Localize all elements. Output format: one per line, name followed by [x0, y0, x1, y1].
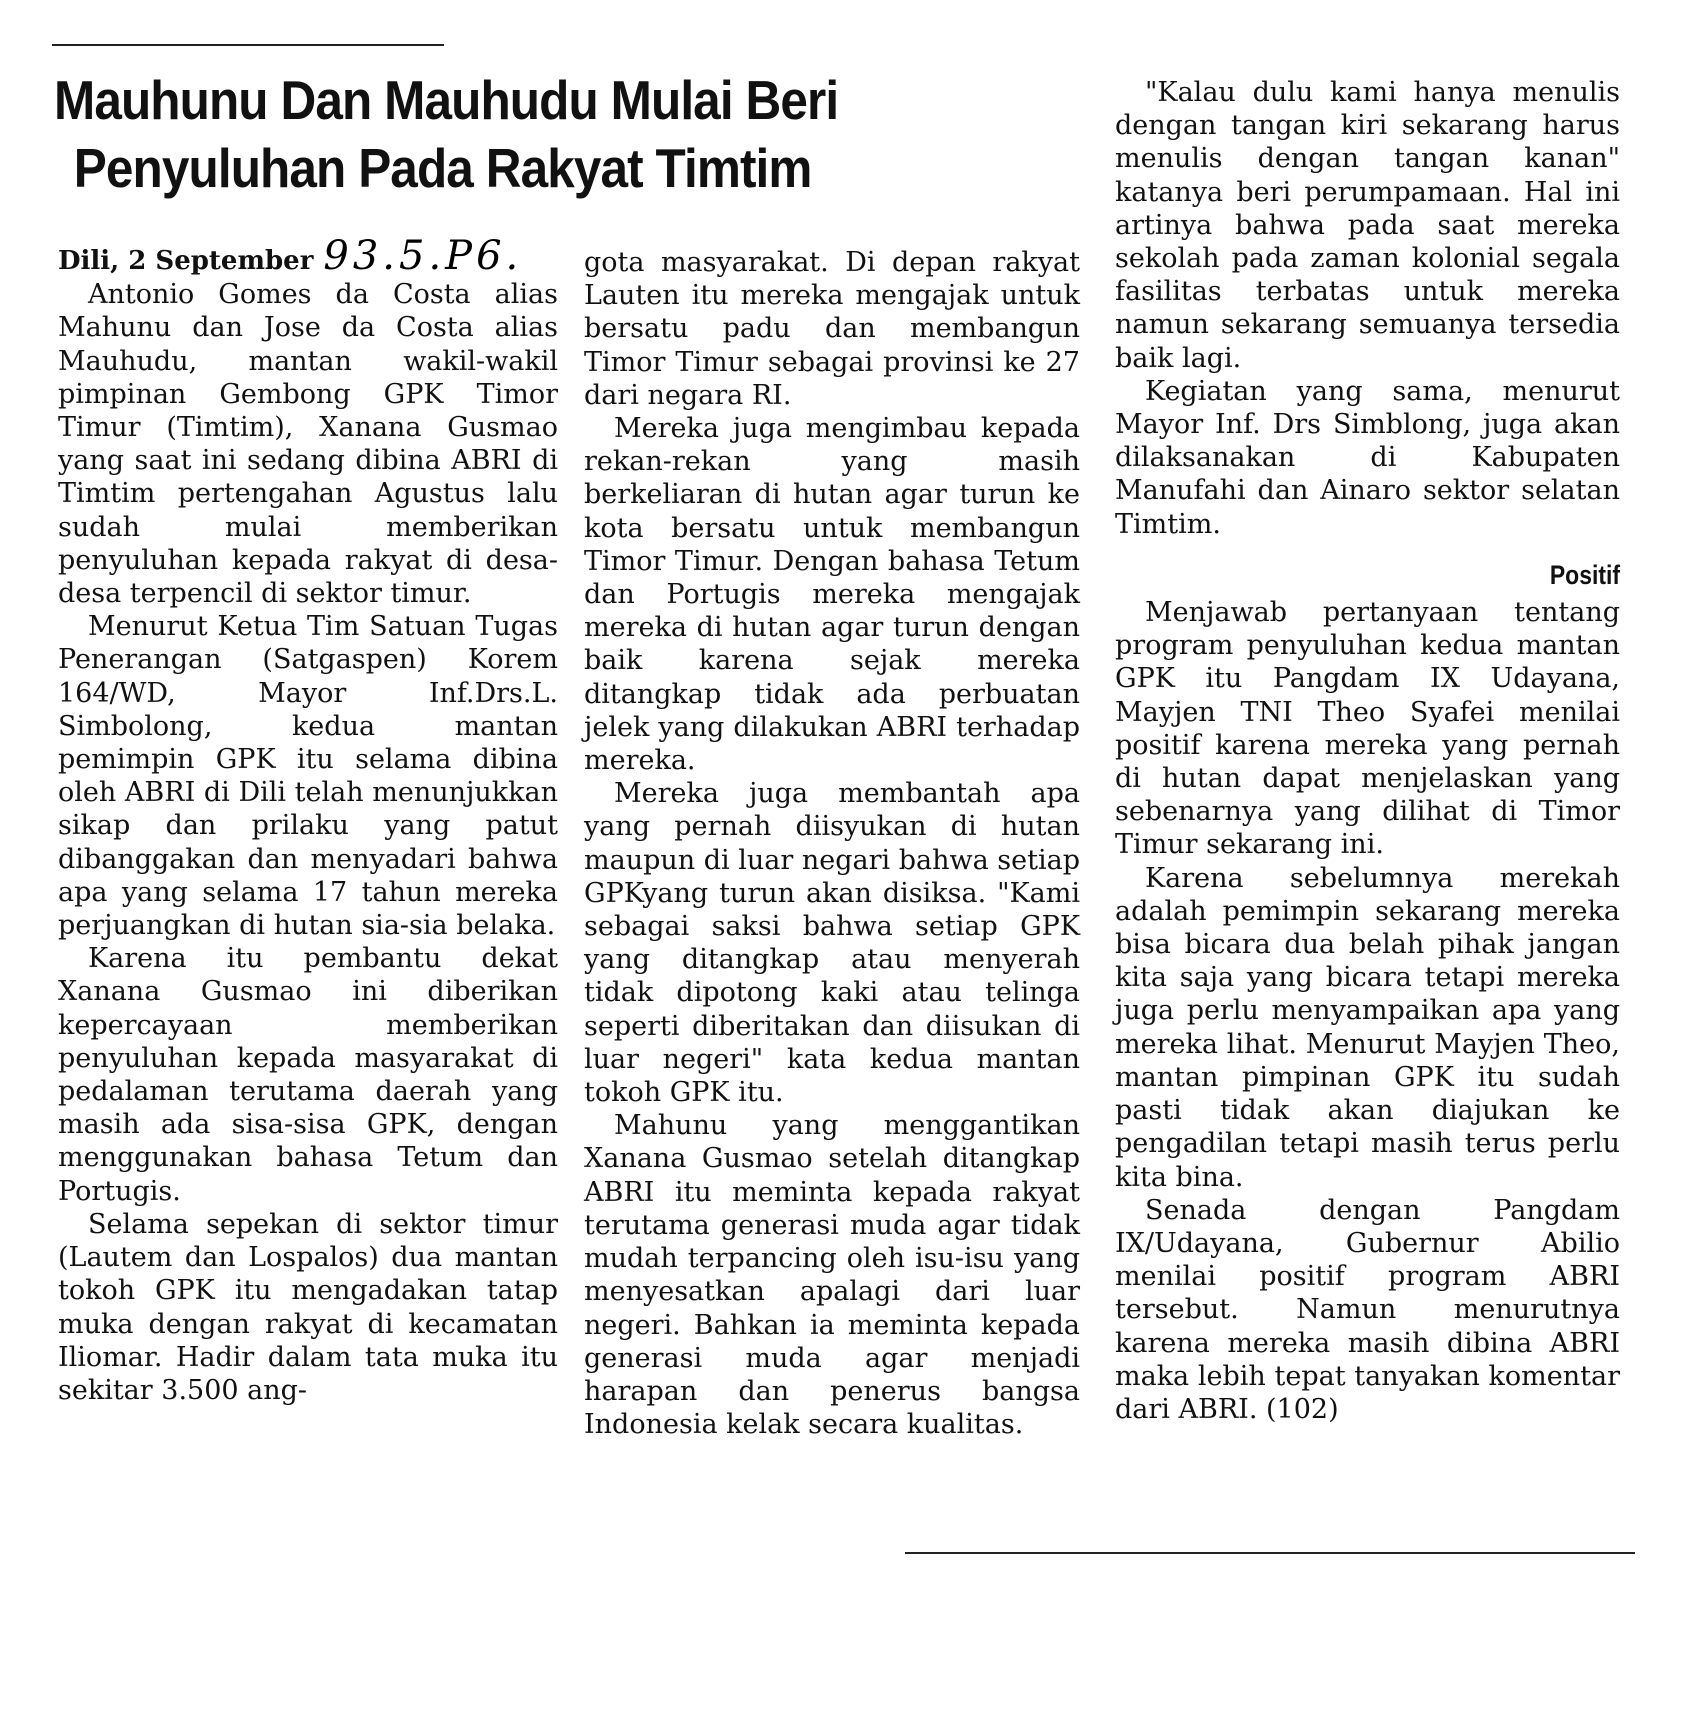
article-column-3 — [1115, 76, 1620, 1426]
dateline-paragraph — [58, 233, 558, 279]
headline-line-2: Penyuluhan Pada Rakyat Timtim — [73, 137, 812, 199]
column-2-paragraph-1: gota masyarakat. Di depan rakyat Lauten itu mereka mengajak untuk bersatu padu dan membangun Timor Timur sebagai provinsi ke 27 dari negara RI. — [584, 247, 1080, 411]
subheading-positif: Positif — [1549, 559, 1620, 590]
article-column-2 — [584, 246, 1080, 1441]
column-1-paragraph-2: Menurut Ketua Tim Satuan Tugas Penerangan (Satgaspen) Korem 164/WD, Mayor Inf.Drs.L. Simbolong, kedua mantan pemimpin GPK itu selama dibina oleh ABRI di Dili telah menunjukkan sikap dan prilaku yang patut dibanggakan dan menyadari bahwa apa yang selama 17 tahun mereka perjuangkan di hutan sia-sia belaka. — [58, 611, 558, 942]
dateline: Dili, 2 September — [58, 246, 314, 276]
column-3-paragraph-3: Menjawab pertanyaan tentang program penyuluhan kedua mantan GPK itu Pangdam IX Udayana, Mayjen TNI Theo Syafei menilai positif karena mereka yang pernah di hutan dapat menjelaskan yang sebenarnya yang dilihat di Timor Timur sekarang ini. — [1115, 597, 1620, 861]
bottom-rule — [905, 1552, 1635, 1554]
headline-line-1: Mauhunu Dan Mauhudu Mulai Beri — [54, 69, 839, 131]
handwritten-note: 93.5.P6. — [323, 233, 523, 279]
column-3-paragraph-2: Kegiatan yang sama, menurut Mayor Inf. Drs Simblong, juga akan dilaksanakan di Kabupaten Manufahi dan Ainaro sektor selatan Timtim. — [1115, 375, 1620, 540]
column-1-paragraph-4: Selama sepekan di sektor timur (Lautem dan Lospalos) dua mantan tokoh GPK itu mengadakan tatap muka dengan rakyat di kecamatan Iliomar. Hadir dalam tata muka itu sekitar 3.500 ang- — [58, 1208, 558, 1406]
column-2-paragraph-4: Mahunu yang menggantikan Xanana Gusmao setelah ditangkap ABRI itu meminta kepada rakyat terutama generasi muda agar tidak mudah terpancing oleh isu-isu yang menyesatkan apalagi dari luar negeri. Bahkan ia meminta kepada generasi muda agar menjadi harapan dan penerus bangsa Indonesia kelak secara kualitas. — [584, 1110, 1080, 1441]
column-2-paragraph-3: Mereka juga membantah apa yang pernah diisyukan di hutan maupun di luar negari bahwa setiap GPKyang turun akan disiksa. "Kami sebagai saksi bahwa setiap GPK yang ditangkap atau menyerah tidak dipotong kaki atau telinga seperti diberitakan dan diisukan di luar negeri" kata kedua mantan tokoh GPK itu. — [584, 778, 1080, 1109]
top-rule — [52, 44, 444, 46]
column-3-paragraph-1: "Kalau dulu kami hanya menulis dengan tangan kiri sekarang harus menulis dengan tangan kanan" katanya beri perumpamaan. Hal ini artinya bahwa pada saat mereka sekolah pada zaman kolonial segala fasilitas terbatas untuk mereka namun sekarang semuanya tersedia baik lagi. — [1115, 77, 1620, 374]
column-3-paragraph-5: Senada dengan Pangdam IX/Udayana, Gubernur Abilio menilai positif program ABRI tersebut. Namun menurutnya karena mereka masih dibina ABRI maka lebih tepat tanyakan komentar dari ABRI. (102) — [1115, 1194, 1620, 1425]
headline — [54, 66, 972, 202]
article-column-1 — [58, 233, 558, 1407]
column-1-paragraph-1: Antonio Gomes da Costa alias Mahunu dan Jose da Costa alias Mauhudu, mantan wakil-wakil pimpinan Gembong GPK Timor Timur (Timtim), Xanana Gusmao yang saat ini sedang dibina ABRI di Timtim pertengahan Agustus lalu sudah mulai memberikan penyuluhan kepada rakyat di desa-desa terpencil di sektor timur. — [58, 279, 558, 610]
column-1-paragraph-3: Karena itu pembantu dekat Xanana Gusmao ini diberikan kepercayaan memberikan penyuluhan kepada masyarakat di pedalaman terutama daerah yang masih ada sisa-sisa GPK, dengan menggunakan bahasa Tetum dan Portugis. — [58, 943, 558, 1207]
column-3-paragraph-4: Karena sebelumnya merekah adalah pemimpin sekarang mereka bisa bicara dua belah pihak jangan kita saja yang bicara tetapi mereka juga perlu menyampaikan apa yang mereka lihat. Menurut Mayjen Theo, mantan pimpinan GPK itu sudah pasti tidak akan diajukan ke pengadilan tetapi masih terus perlu kita bina. — [1115, 862, 1620, 1193]
column-2-paragraph-2: Mereka juga mengimbau kepada rekan-rekan yang masih berkeliaran di hutan agar turun ke kota bersatu untuk membangun Timor Timur. Dengan bahasa Tetum dan Portugis mereka mengajak mereka di hutan agar turun dengan baik karena sejak mereka ditangkap tidak ada perbuatan jelek yang dilakukan ABRI terhadap mereka. — [584, 413, 1080, 777]
